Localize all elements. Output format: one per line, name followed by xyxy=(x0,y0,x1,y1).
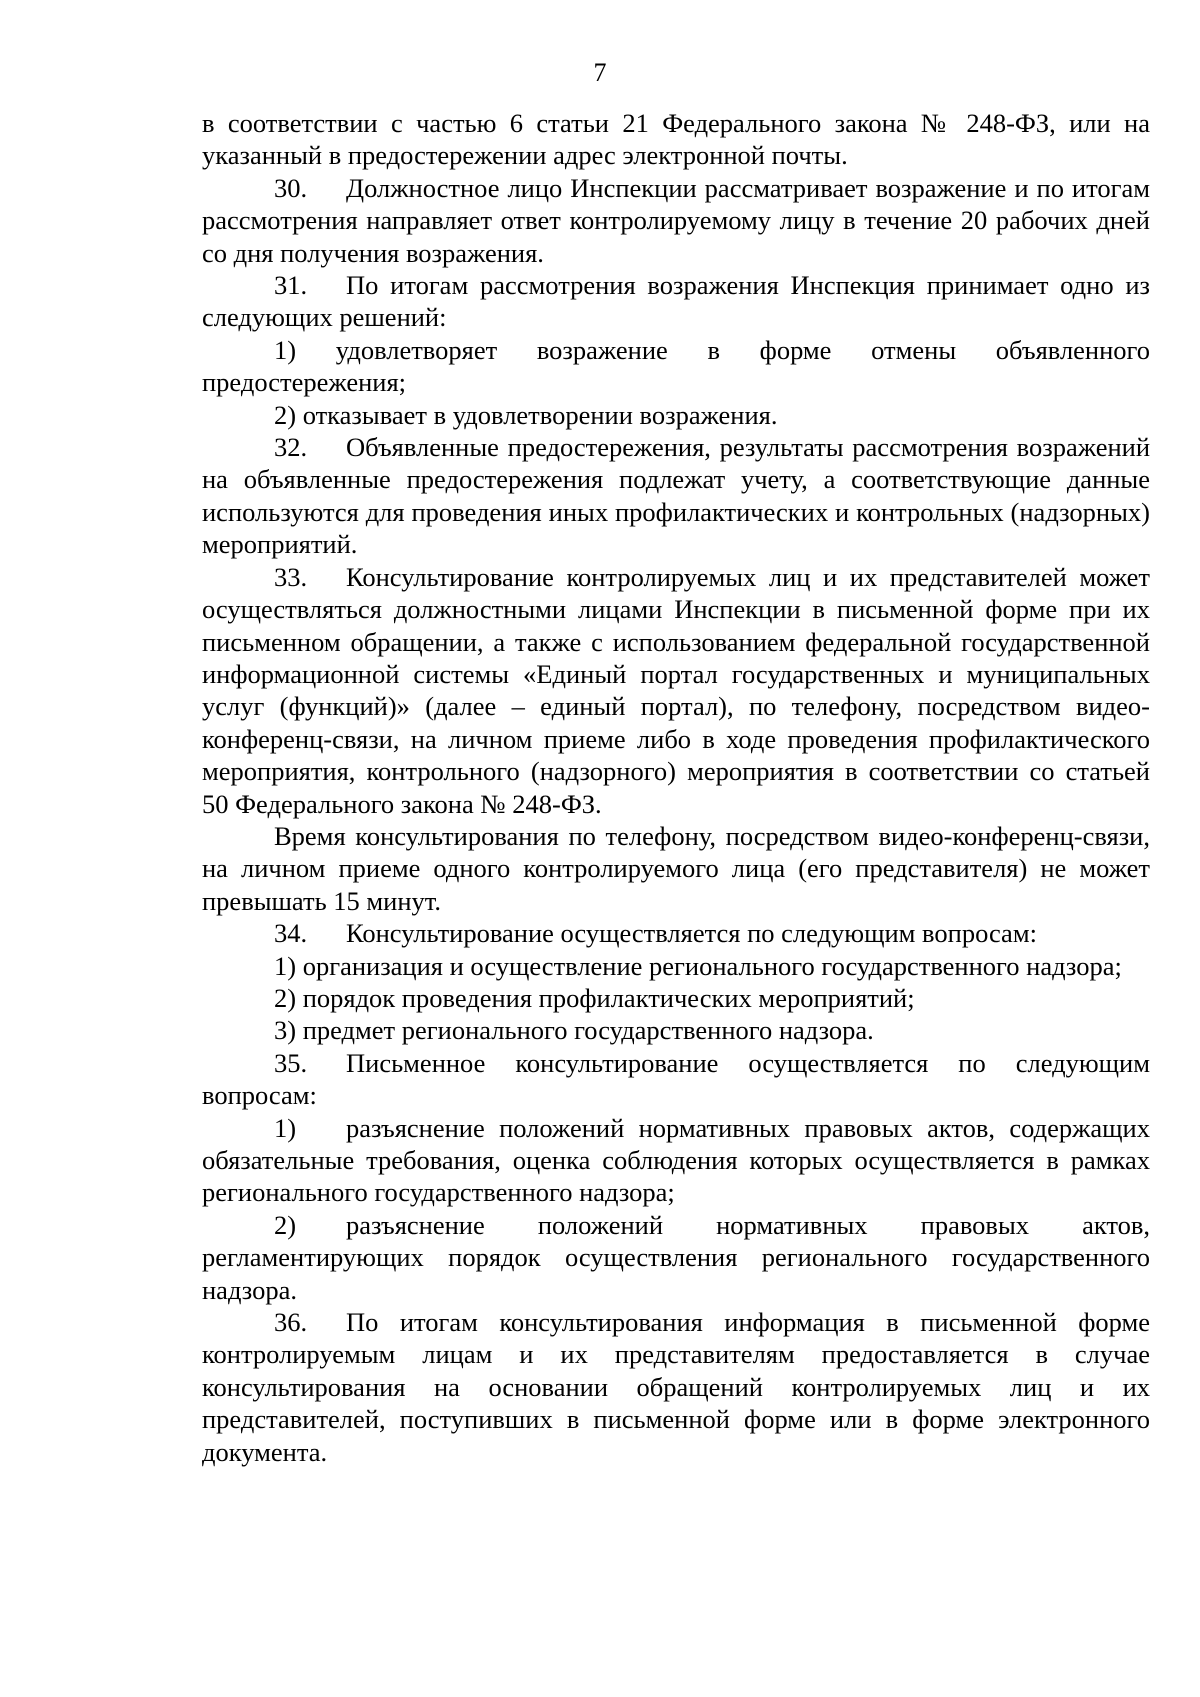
clause-number: 32. xyxy=(274,432,308,463)
paragraph-text: в соответствии с частью 6 статьи 21 Федерального закона № 248-ФЗ, или на указанный в предостережении адрес электронной почты. xyxy=(202,108,1150,171)
paragraph-text: Консультирование контролируемых лиц и их представителей может осуществляться должностными лицами Инспекции в письменной форме при их письменном обращении, а также с использованием федеральной государственной информационной системы «Единый портал государственных и муниципальных услуг (функций)» (далее – единый портал), по телефону, посредством видео-конференц-связи, на личном приеме либо в ходе проведения профилактического мероприятия, контрольного (надзорного) мероприятия в соответствии со статьей 50 Федерального закона № 248-ФЗ. xyxy=(202,561,1150,819)
list-item-34-2 xyxy=(202,982,1150,1014)
clause-number: 36. xyxy=(274,1307,308,1338)
paragraph-32 xyxy=(202,431,1150,561)
paragraph-text: Консультирование осуществляется по следующим вопросам: xyxy=(346,918,1037,949)
paragraph-30 xyxy=(202,172,1150,269)
paragraph-33 xyxy=(202,561,1150,820)
list-item-34-3 xyxy=(202,1014,1150,1046)
paragraph-text: 2) отказывает в удовлетворении возражения. xyxy=(274,399,778,430)
paragraph-text: Объявленные предостережения, результаты рассмотрения возражений на объявленные предостережения подлежат учету, а соответствующие данные используются для проведения иных профилактических и контрольных (надзорных) мероприятий. xyxy=(202,432,1150,560)
list-number: 2) xyxy=(274,1209,297,1240)
clause-number: 33. xyxy=(274,561,308,592)
list-item-34-1 xyxy=(202,950,1150,982)
paragraph-35 xyxy=(202,1047,1150,1112)
paragraph-continuation xyxy=(202,107,1150,172)
list-item-31-1 xyxy=(202,334,1150,399)
paragraph-34 xyxy=(202,917,1150,949)
clause-number: 30. xyxy=(274,172,308,203)
paragraph-text: разъяснение положений нормативных правовых актов, регламентирующих порядок осуществления регионального государственного надзора. xyxy=(202,1209,1150,1305)
paragraph-text: Письменное консультирование осуществляется по следующим вопросам: xyxy=(202,1047,1150,1111)
paragraph-31 xyxy=(202,269,1150,334)
paragraph-text: 3) предмет регионального государственного надзора. xyxy=(274,1015,874,1046)
paragraph-text: Должностное лицо Инспекции рассматривает возражение и по итогам рассмотрения направляет ответ контролируемому лицу в течение 20 рабочих дней со дня получения возражения. xyxy=(202,172,1150,268)
list-number: 1) xyxy=(274,1112,297,1143)
list-item-35-2 xyxy=(202,1209,1150,1306)
paragraph-text: По итогам консультирования информация в письменной форме контролируемым лицам и их представителям предоставляется в случае консультирования на основании обращений контролируемых лиц и их представителей, поступивших в письменной форме или в форме электронного документа. xyxy=(202,1307,1150,1467)
list-item-31-2 xyxy=(202,399,1150,431)
paragraph-text: Время консультирования по телефону, посредством видео-конференц-связи, на личном приеме одного контролируемого лица (его представителя) не может превышать 15 минут. xyxy=(202,820,1150,916)
paragraph-text: 1) организация и осуществление регионального государственного надзора; xyxy=(274,950,1122,981)
clause-number: 34. xyxy=(274,918,308,949)
paragraph-text: 2) порядок проведения профилактических мероприятий; xyxy=(274,982,915,1013)
page-number: 7 xyxy=(593,58,607,87)
paragraph-text: разъяснение положений нормативных правовых актов, содержащих обязательные требования, оценка соблюдения которых осуществляется в рамках регионального государственного надзора; xyxy=(202,1112,1150,1208)
paragraph-text: По итогам рассмотрения возражения Инспекция принимает одно из следующих решений: xyxy=(202,270,1150,333)
paragraph-text: 1) удовлетворяет возражение в форме отмены объявленного предостережения; xyxy=(202,334,1150,398)
clause-number: 31. xyxy=(274,270,308,301)
paragraph-33-time xyxy=(202,820,1150,917)
paragraph-36 xyxy=(202,1306,1150,1468)
list-item-35-1 xyxy=(202,1112,1150,1209)
clause-number: 35. xyxy=(274,1047,308,1078)
document-body xyxy=(202,107,1150,1468)
